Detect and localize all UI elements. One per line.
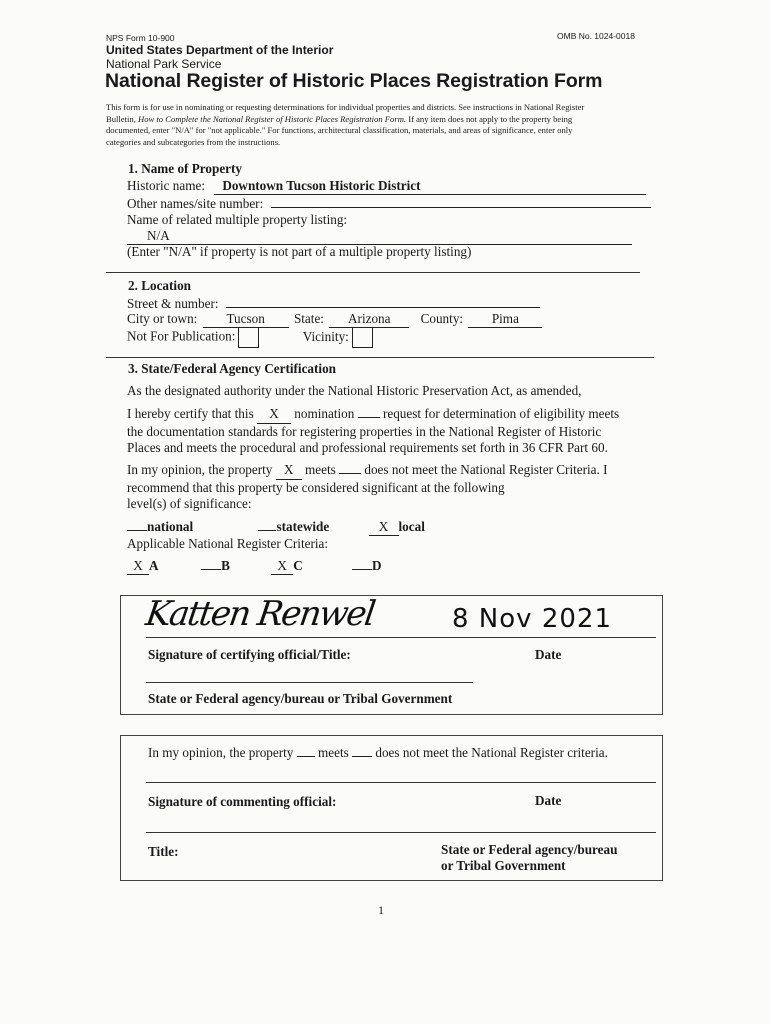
na-note: (Enter "N/A" if property is not part of a multiple property listing) bbox=[127, 244, 472, 259]
criteria-row: X A B X C D bbox=[127, 558, 382, 575]
criterion-d-mark[interactable] bbox=[352, 569, 372, 570]
signature-line bbox=[146, 637, 656, 638]
criterion-c-mark[interactable]: X bbox=[271, 558, 293, 575]
county-value[interactable]: Pima bbox=[468, 311, 542, 328]
other-names-row: Other names/site number: bbox=[127, 195, 651, 212]
certification-statement: I hereby certify that this X nomination request for determination of eligibility meets the documentation standards for registering properties in the National Register of Historic Places and meets the procedural and professional requirements set forth in 36 CFR Part 60. bbox=[127, 406, 620, 455]
section-divider bbox=[106, 272, 640, 273]
criterion-a-mark[interactable]: X bbox=[127, 558, 149, 575]
national-mark[interactable] bbox=[127, 530, 147, 531]
comment-meets-mark[interactable] bbox=[297, 756, 315, 757]
historic-name-row bbox=[127, 178, 646, 195]
related-listing-row bbox=[127, 228, 632, 245]
certifying-agency-label: State or Federal agency/bureau or Tribal Government bbox=[148, 691, 453, 706]
section-3-heading: 3. State/Federal Agency Certification bbox=[128, 361, 337, 376]
publication-row: Not For Publication: Vicinity: bbox=[127, 327, 373, 348]
comment-does-not-meet-mark[interactable] bbox=[352, 756, 372, 757]
historic-name-label: Historic name: bbox=[127, 178, 206, 193]
related-listing-value[interactable]: N/A bbox=[147, 228, 170, 243]
omb-number: OMB No. 1024-0018 bbox=[557, 31, 635, 41]
comment-signature-line bbox=[146, 782, 656, 783]
nomination-mark[interactable]: X bbox=[257, 406, 291, 424]
page-title: National Register of Historic Places Registration Form bbox=[105, 70, 603, 92]
page-number: 1 bbox=[378, 903, 384, 917]
statewide-mark[interactable] bbox=[258, 530, 276, 531]
comment-title-line bbox=[146, 832, 656, 833]
commenting-date-label: Date bbox=[535, 793, 562, 808]
commenting-signature-label: Signature of commenting official: bbox=[148, 794, 337, 809]
commenting-title-label: Title: bbox=[148, 844, 179, 859]
comment-opinion: In my opinion, the property meets does not meet the National Register criteria. bbox=[148, 745, 608, 760]
certifying-signature-label: Signature of certifying official/Title: bbox=[148, 647, 351, 662]
street-field[interactable] bbox=[226, 295, 540, 308]
section-1-heading: 1. Name of Property bbox=[128, 161, 243, 176]
opinion-statement: In my opinion, the property X meets does not meet the National Register Criteria. I recommend that this property be considered significant at the following level(s) of significance: bbox=[127, 462, 608, 511]
intro-paragraph: This form is for use in nominating or requesting determinations for individual properties and districts. See instructions in National Register Bulletin, How to Complete the National Register of Historic Places Registration Form. If any item does not apply to the property being documented, enter "N/A" for "not applicable." For functions, architectural classification, materials, and areas of significance, enter only categories and subcategories from the instructions. bbox=[106, 102, 585, 147]
department-name: United States Department of the Interior bbox=[106, 43, 334, 57]
city-value[interactable]: Tucson bbox=[203, 311, 289, 328]
does-not-meet-mark[interactable] bbox=[339, 473, 361, 474]
section-divider bbox=[106, 357, 654, 358]
significance-levels: national statewide X local bbox=[127, 519, 425, 536]
historic-name-value[interactable]: Downtown Tucson Historic District bbox=[222, 178, 421, 193]
not-for-publication-checkbox[interactable] bbox=[238, 327, 259, 348]
meets-mark[interactable]: X bbox=[276, 462, 302, 480]
street-row: Street & number: bbox=[127, 295, 540, 312]
commenting-agency-label: State or Federal agency/bureau or Tribal Government bbox=[441, 842, 618, 873]
city-state-county-row: City or town: Tucson State: Arizona County: Pima bbox=[127, 311, 542, 328]
criterion-b-mark[interactable] bbox=[201, 569, 221, 570]
handwritten-signature[interactable]: Katten Renwel bbox=[143, 594, 377, 634]
request-mark[interactable] bbox=[358, 417, 380, 418]
other-names-field[interactable] bbox=[271, 195, 651, 208]
handwritten-date[interactable]: 8 Nov 2021 bbox=[452, 604, 612, 634]
criteria-label: Applicable National Register Criteria: bbox=[127, 536, 329, 551]
related-listing-label: Name of related multiple property listing: bbox=[127, 212, 348, 227]
local-mark[interactable]: X bbox=[369, 519, 399, 536]
service-name: National Park Service bbox=[106, 57, 222, 71]
state-value[interactable]: Arizona bbox=[329, 311, 409, 328]
vicinity-checkbox[interactable] bbox=[352, 327, 373, 348]
form-number: NPS Form 10-900 bbox=[106, 33, 175, 43]
certification-intro: As the designated authority under the National Historic Preservation Act, as amended, bbox=[127, 383, 582, 398]
agency-line bbox=[146, 682, 473, 683]
section-2-heading: 2. Location bbox=[128, 278, 192, 293]
certifying-date-label: Date bbox=[535, 647, 562, 662]
